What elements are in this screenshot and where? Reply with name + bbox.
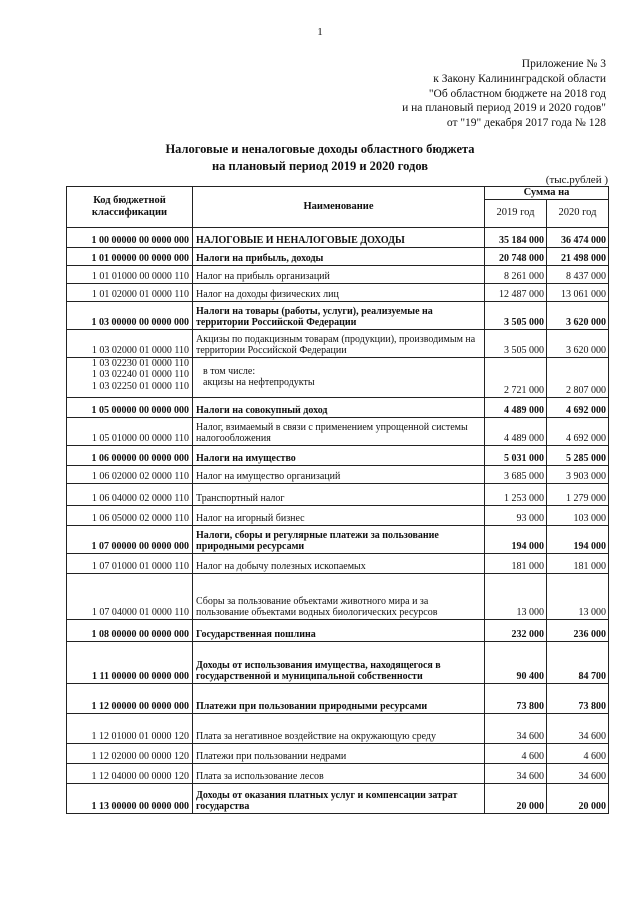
- code-line: 1 03 00000 00 0000 000: [91, 317, 189, 328]
- cell-v2020: 13 000: [547, 573, 609, 619]
- cell-v2020: 34 600: [547, 713, 609, 743]
- page-number: 1: [317, 26, 323, 38]
- cell-name: Налоги на прибыль, доходы: [193, 247, 485, 265]
- table-row: [67, 265, 609, 283]
- appendix-line: к Закону Калининградской области: [433, 72, 606, 85]
- cell-code: [67, 763, 193, 783]
- cell-code: [67, 525, 193, 553]
- table-row: [67, 483, 609, 505]
- code-line: 1 07 00000 00 0000 000: [91, 541, 189, 552]
- cell-v2020: 36 474 000: [547, 227, 609, 247]
- cell-code: [67, 329, 193, 357]
- cell-v2020: 103 000: [547, 505, 609, 525]
- cell-code: [67, 301, 193, 329]
- code-line: 1 03 02000 01 0000 110: [91, 345, 189, 356]
- cell-v2019: 34 600: [485, 713, 547, 743]
- table-body: [67, 227, 609, 813]
- cell-v2019: 2 721 000: [485, 357, 547, 397]
- cell-v2020: 20 000: [547, 783, 609, 813]
- cell-name: Налог, взимаемый в связи с применением упрощенной системы налогообложения: [193, 417, 485, 445]
- header-sum: Сумма на: [485, 187, 609, 200]
- code-line: 1 13 00000 00 0000 000: [91, 801, 189, 812]
- code-line: 1 06 00000 00 0000 000: [91, 453, 189, 464]
- code-line: 1 12 00000 00 0000 000: [91, 701, 189, 712]
- table-row: [67, 573, 609, 619]
- cell-v2019: 93 000: [485, 505, 547, 525]
- code-line: 1 05 00000 00 0000 000: [91, 405, 189, 416]
- cell-code: [67, 553, 193, 573]
- cell-code: [67, 641, 193, 683]
- cell-v2020: 73 800: [547, 683, 609, 713]
- cell-code: [67, 505, 193, 525]
- revenue-table: [66, 186, 609, 814]
- cell-v2020: 1 279 000: [547, 483, 609, 505]
- cell-v2019: 20 000: [485, 783, 547, 813]
- table-row: [67, 283, 609, 301]
- cell-v2019: 3 685 000: [485, 465, 547, 483]
- table-row: [67, 619, 609, 641]
- cell-code: [67, 713, 193, 743]
- code-line: 1 05 01000 00 0000 110: [91, 433, 189, 444]
- cell-v2019: 73 800: [485, 683, 547, 713]
- cell-v2020: 4 692 000: [547, 417, 609, 445]
- table-row: [67, 641, 609, 683]
- cell-v2019: 34 600: [485, 763, 547, 783]
- cell-v2020: 34 600: [547, 763, 609, 783]
- cell-v2020: 181 000: [547, 553, 609, 573]
- cell-name: Сборы за пользование объектами животного мира и за пользование объектами водных биологических ресурсов: [193, 573, 485, 619]
- header-code: Код бюджетной классификации: [67, 187, 193, 228]
- cell-name: Налог на игорный бизнес: [193, 505, 485, 525]
- cell-v2019: 12 487 000: [485, 283, 547, 301]
- cell-v2019: 35 184 000: [485, 227, 547, 247]
- cell-code: [67, 397, 193, 417]
- table-row: [67, 713, 609, 743]
- cell-code: [67, 265, 193, 283]
- code-line: 1 07 01000 01 0000 110: [91, 561, 189, 572]
- cell-name: Платежи при пользовании природными ресурсами: [193, 683, 485, 713]
- cell-v2019: 232 000: [485, 619, 547, 641]
- cell-v2019: 20 748 000: [485, 247, 547, 265]
- cell-v2020: 84 700: [547, 641, 609, 683]
- cell-v2020: 4 600: [547, 743, 609, 763]
- cell-code: [67, 465, 193, 483]
- cell-code: [67, 357, 193, 397]
- code-line: 1 06 02000 02 0000 110: [91, 471, 189, 482]
- table-row: [67, 553, 609, 573]
- cell-v2020: 236 000: [547, 619, 609, 641]
- table-row: [67, 683, 609, 713]
- cell-v2020: 3 903 000: [547, 465, 609, 483]
- code-line: 1 03 02250 01 0000 110: [91, 380, 189, 392]
- code-line: 1 01 02000 01 0000 110: [91, 289, 189, 300]
- cell-code: [67, 227, 193, 247]
- cell-v2020: 4 692 000: [547, 397, 609, 417]
- code-line: 1 01 00000 00 0000 000: [91, 253, 189, 264]
- cell-v2020: 21 498 000: [547, 247, 609, 265]
- cell-name: Налог на прибыль организаций: [193, 265, 485, 283]
- cell-code: [67, 417, 193, 445]
- title-line: на плановый период 2019 и 2020 годов: [211, 158, 429, 173]
- cell-v2019: 4 600: [485, 743, 547, 763]
- cell-v2019: 5 031 000: [485, 445, 547, 465]
- cell-code: [67, 573, 193, 619]
- cell-v2019: 181 000: [485, 553, 547, 573]
- cell-name: Налоги на совокупный доход: [193, 397, 485, 417]
- cell-name: Налог на доходы физических лиц: [193, 283, 485, 301]
- table-row: [67, 397, 609, 417]
- cell-v2019: 1 253 000: [485, 483, 547, 505]
- code-line: 1 06 05000 02 0000 110: [91, 513, 189, 524]
- units-label: (тыс.рублей ): [545, 174, 608, 186]
- cell-name: Плата за использование лесов: [193, 763, 485, 783]
- cell-name: Налоги на имущество: [193, 445, 485, 465]
- table-row: [67, 329, 609, 357]
- table-row: [67, 743, 609, 763]
- appendix-line: "Об областном бюджете на 2018 год: [428, 87, 606, 100]
- cell-v2019: 13 000: [485, 573, 547, 619]
- cell-code: [67, 445, 193, 465]
- code-line: 1 08 00000 00 0000 000: [91, 629, 189, 640]
- code-line: 1 11 00000 00 0000 000: [92, 671, 189, 682]
- table-row: [67, 783, 609, 813]
- cell-name: Государственная пошлина: [193, 619, 485, 641]
- cell-v2019: 194 000: [485, 525, 547, 553]
- cell-v2020: 13 061 000: [547, 283, 609, 301]
- cell-code: [67, 483, 193, 505]
- cell-name: в том числе: акцизы на нефтепродукты: [193, 357, 485, 397]
- cell-code: [67, 683, 193, 713]
- cell-v2019: 3 505 000: [485, 301, 547, 329]
- appendix-line: и на плановый период 2019 и 2020 годов": [402, 102, 606, 115]
- table-row: [67, 465, 609, 483]
- table-row: [67, 763, 609, 783]
- title-line: Налоговые и неналоговые доходы областного бюджета: [165, 142, 475, 156]
- cell-v2019: 90 400: [485, 641, 547, 683]
- code-line: 1 12 04000 00 0000 120: [91, 771, 189, 782]
- cell-v2019: 3 505 000: [485, 329, 547, 357]
- cell-name: Акцизы по подакцизным товарам (продукции), производимым на территории Российской Федерации: [193, 329, 485, 357]
- cell-name: Доходы от оказания платных услуг и компенсации затрат государства: [193, 783, 485, 813]
- cell-v2020: 194 000: [547, 525, 609, 553]
- table-row: [67, 227, 609, 247]
- code-line: 1 12 02000 00 0000 120: [91, 751, 189, 762]
- cell-v2019: 4 489 000: [485, 417, 547, 445]
- appendix-block: [306, 57, 606, 131]
- table-row: [67, 505, 609, 525]
- cell-v2020: 2 807 000: [547, 357, 609, 397]
- code-line: 1 00 00000 00 0000 000: [91, 235, 189, 246]
- cell-name: Плата за негативное воздействие на окружающую среду: [193, 713, 485, 743]
- table-row: [67, 445, 609, 465]
- header-2019: 2019 год: [485, 199, 547, 227]
- cell-v2019: 8 261 000: [485, 265, 547, 283]
- cell-code: [67, 283, 193, 301]
- cell-code: [67, 619, 193, 641]
- cell-name: Налог на имущество организаций: [193, 465, 485, 483]
- header-2020: 2020 год: [547, 199, 609, 227]
- table-row: [67, 247, 609, 265]
- code-line: 1 07 04000 01 0000 110: [91, 607, 189, 618]
- cell-v2020: 3 620 000: [547, 301, 609, 329]
- cell-name: Доходы от использования имущества, находящегося в государственной и муниципальной собственности: [193, 641, 485, 683]
- cell-name: Транспортный налог: [193, 483, 485, 505]
- cell-v2020: 3 620 000: [547, 329, 609, 357]
- cell-name: НАЛОГОВЫЕ И НЕНАЛОГОВЫЕ ДОХОДЫ: [193, 227, 485, 247]
- code-line: 1 03 02230 01 0000 110: [91, 357, 189, 369]
- cell-name: Налоги на товары (работы, услуги), реализуемые на территории Российской Федерации: [193, 301, 485, 329]
- table-row: [67, 357, 609, 397]
- code-line: 1 12 01000 01 0000 120: [91, 731, 189, 742]
- table-row: [67, 525, 609, 553]
- appendix-line: Приложение № 3: [521, 58, 606, 70]
- code-line: 1 03 02240 01 0000 110: [91, 369, 189, 380]
- cell-v2020: 8 437 000: [547, 265, 609, 283]
- header-name: Наименование: [193, 187, 485, 228]
- code-line: 1 01 01000 00 0000 110: [91, 271, 189, 282]
- cell-v2020: 5 285 000: [547, 445, 609, 465]
- cell-code: [67, 783, 193, 813]
- cell-code: [67, 743, 193, 763]
- cell-name: Налоги, сборы и регулярные платежи за пользование природными ресурсами: [193, 525, 485, 553]
- cell-name: Платежи при пользовании недрами: [193, 743, 485, 763]
- appendix-line: от "19" декабря 2017 года № 128: [446, 117, 606, 130]
- cell-name: Налог на добычу полезных ископаемых: [193, 553, 485, 573]
- table-row: [67, 417, 609, 445]
- document-title: [0, 141, 640, 174]
- table-row: [67, 301, 609, 329]
- code-line: 1 06 04000 02 0000 110: [91, 493, 189, 504]
- cell-v2019: 4 489 000: [485, 397, 547, 417]
- cell-code: [67, 247, 193, 265]
